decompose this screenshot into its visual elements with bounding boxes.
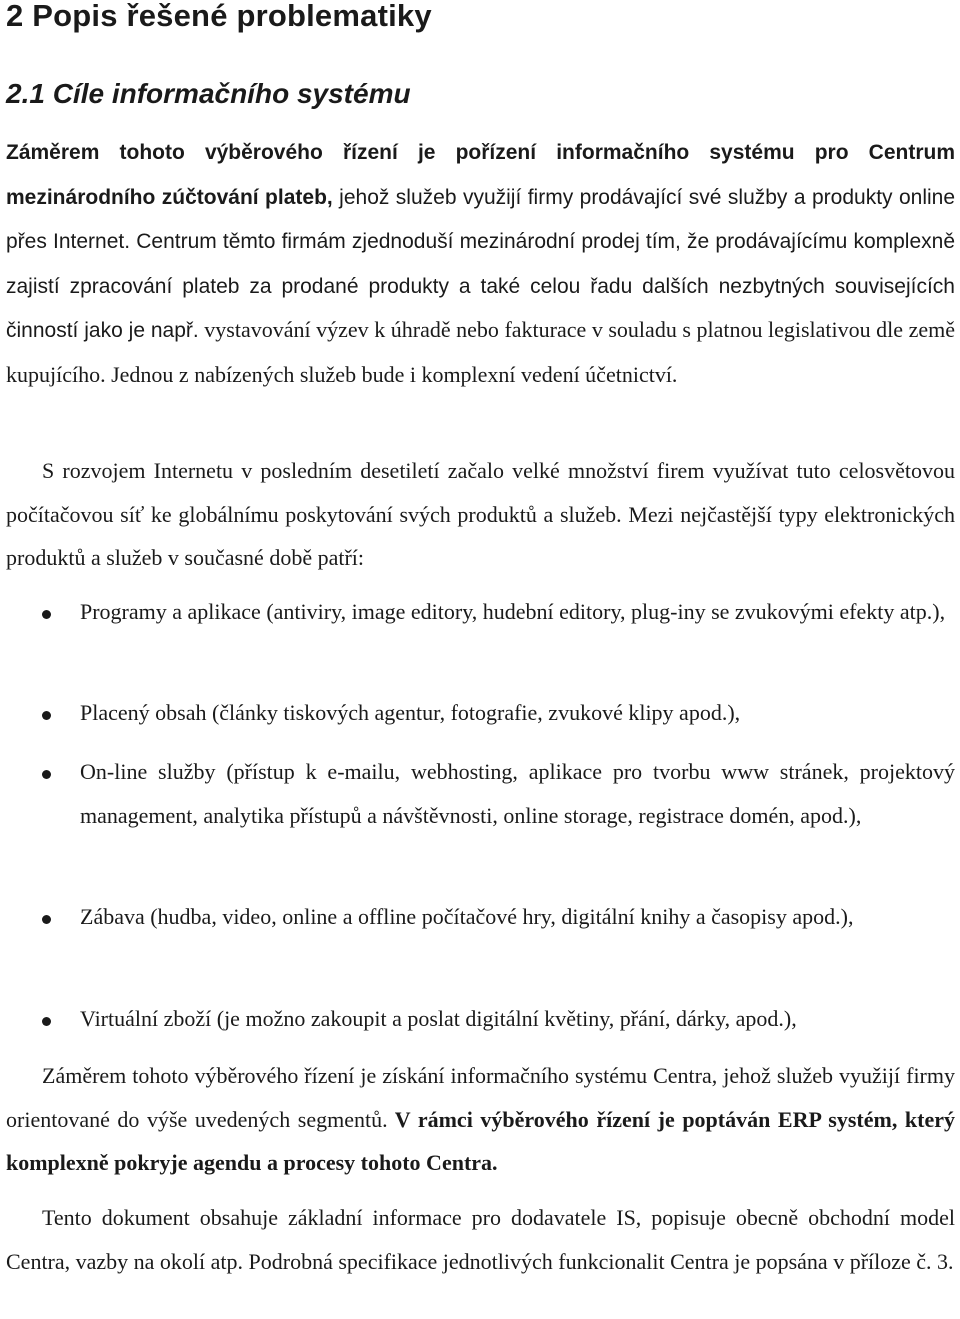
paragraph-goal [6,1054,955,1185]
intro-serif-text: vystavování výzev k úhradě nebo fakturace v souladu s platnou legislativou dle země kupujícího. Jednou z nabízených služeb bude i komplexní vedení účetnictví. [6,317,956,387]
list-item: Virtuální zboží (je možno zakoupit a poslat digitální květiny, přání, dárky, apod.), [80,1006,797,1031]
chapter-heading: 2 Popis řešené problematiky [6,0,432,33]
list-item: Programy a aplikace (antiviry, image editory, hudební editory, plug-iny se zvukovými efekty atp.), [80,599,946,624]
goal-text: Záměrem tohoto výběrového řízení je získání informačního systému Centra, jehož služeb využijí firmy orientované do výše uvedených segmentů. [6,1063,955,1132]
paragraph-intro [6,130,955,396]
intro-bold-text: Záměrem tohoto výběrového řízení je pořízení informačního systému pro Centrum mezinárodního zúčtování plateb, [6,141,955,209]
bullet-icon [42,711,51,720]
bullet-icon [42,610,51,619]
bullet-icon [42,915,51,924]
list-item: Zábava (hudba, video, online a offline počítačové hry, digitální knihy a časopisy apod.), [80,904,854,929]
list-item: Placený obsah (články tiskových agentur, fotografie, zvukové klipy apod.), [80,700,741,725]
bullet-icon [42,770,51,779]
list-item: On-line služby (přístup k e-mailu, webhosting, aplikace pro tvorbu www stránek, projektový management, analytika přístupů a návštěvnosti, online storage, registrace domén, apod.), [80,759,955,828]
paragraph-internet: S rozvojem Internetu v posledním desetiletí začalo velké množství firem využívat tuto celosvětovou počítačovou síť ke globálnímu poskytování svých produktů a služeb. Mezi nejčastější typy elektronických produktů a služeb v současné době patří: [6,458,955,570]
goal-bold-text: V rámci výběrového řízení je poptáván ERP systém, který komplexně pokryje agendu a procesy tohoto Centra. [6,1106,955,1175]
intro-sans-text: jehož služeb využijí firmy prodávající své služby a produkty online přes Internet. Centrum těmto firmám zjednoduší mezinárodní prodej tím, že prodávajícímu komplexně zajistí zpracování plateb za prodané produkty a také celou řadu dalších nezbytných souvisejících činností jako je např. [6,185,956,342]
bullet-icon [42,1017,51,1026]
section-heading: 2.1 Cíle informačního systému [6,78,411,109]
paragraph-document: Tento dokument obsahuje základní informace pro dodavatele IS, popisuje obecně obchodní model Centra, vazby na okolí atp. Podrobná specifikace jednotlivých funkcionalit Centra je popsána v příloze č. 3. [6,1205,955,1274]
